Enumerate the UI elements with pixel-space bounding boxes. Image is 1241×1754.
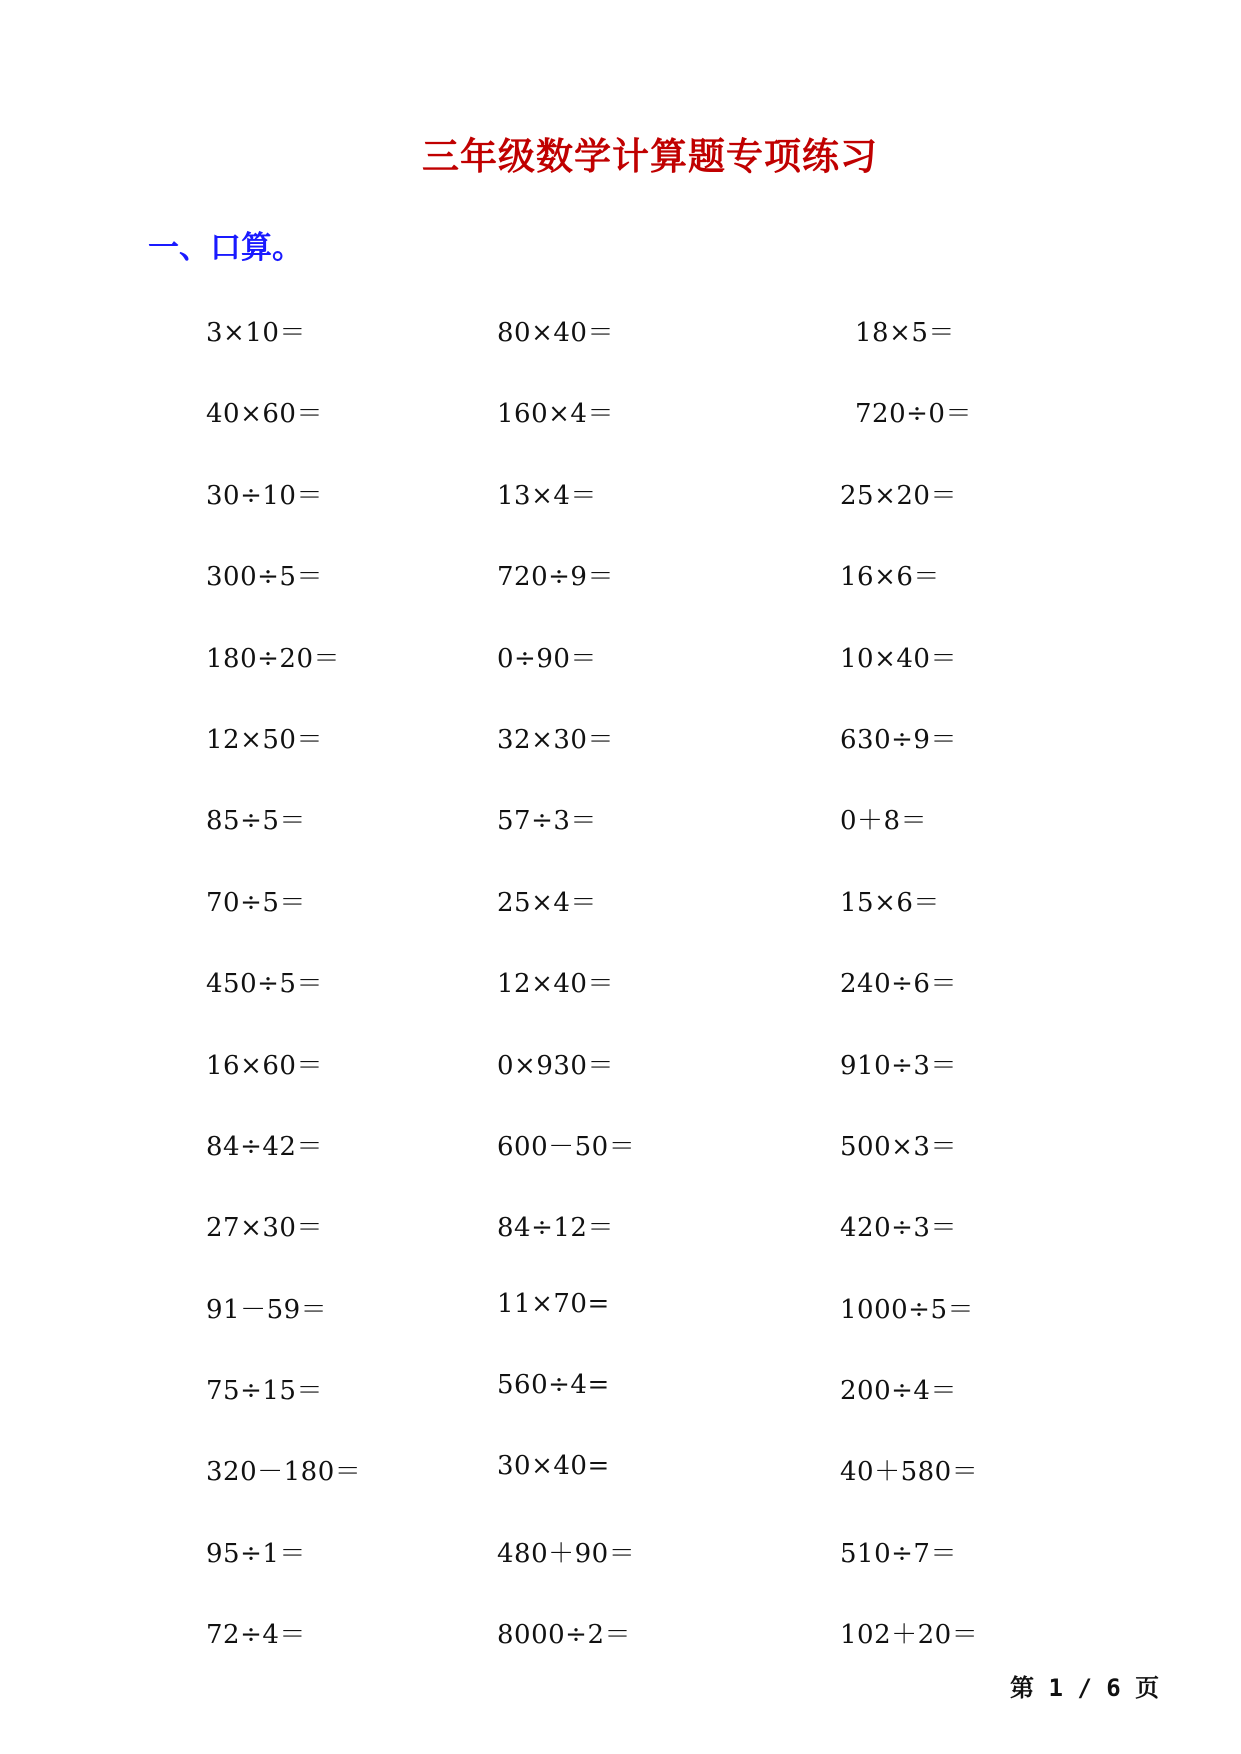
problem-row — [0, 1126, 1241, 1207]
problem-item: 85÷5＝ — [206, 806, 306, 837]
problem-item: 12×40＝ — [497, 969, 614, 1000]
problem-row — [0, 556, 1241, 637]
problem-item: 0＋8＝ — [840, 806, 928, 837]
problem-item: 102＋20＝ — [840, 1620, 979, 1651]
problem-item: 72÷4＝ — [206, 1620, 306, 1651]
problem-row — [0, 882, 1241, 963]
problem-item: 11×70= — [497, 1288, 610, 1319]
problem-item: 180÷20＝ — [206, 643, 340, 674]
section-heading: 一、口算。 — [148, 230, 303, 266]
problem-item: 16×60＝ — [206, 1050, 323, 1081]
problem-item: 91－59＝ — [206, 1294, 328, 1325]
problem-item: 30×40= — [497, 1451, 610, 1482]
problem-row — [0, 1533, 1241, 1614]
problem-item: 16×6＝ — [840, 562, 940, 593]
problem-row — [0, 1045, 1241, 1126]
problem-item: 560÷4= — [497, 1370, 610, 1401]
problem-item: 75÷15＝ — [206, 1376, 323, 1407]
problem-item: 1000÷5＝ — [840, 1294, 974, 1325]
problem-row — [0, 1289, 1241, 1370]
problem-row — [0, 475, 1241, 556]
problem-item: 27×30＝ — [206, 1213, 323, 1244]
page-title: 三年级数学计算题专项练习 — [422, 135, 878, 178]
problem-row — [0, 312, 1241, 393]
problem-item: 420÷3＝ — [840, 1213, 957, 1244]
problem-item: 57÷3＝ — [497, 806, 597, 837]
problem-row — [0, 963, 1241, 1044]
problem-item: 0×930＝ — [497, 1050, 614, 1081]
problem-item: 160×4＝ — [497, 399, 614, 430]
problem-item: 15×6＝ — [840, 887, 940, 918]
problem-item: 13×4＝ — [497, 480, 597, 511]
problem-item: 450÷5＝ — [206, 969, 323, 1000]
problem-row — [0, 800, 1241, 881]
problem-row — [0, 638, 1241, 719]
problem-item: 18×5＝ — [855, 318, 955, 348]
problem-item: 320－180＝ — [206, 1457, 362, 1488]
problem-item: 910÷3＝ — [840, 1050, 957, 1081]
problem-item: 32×30＝ — [497, 724, 614, 755]
problem-item: 12×50＝ — [206, 724, 323, 755]
problem-item: 70÷5＝ — [206, 887, 306, 918]
problem-item: 80×40＝ — [497, 318, 614, 348]
problem-item: 84÷42＝ — [206, 1131, 323, 1162]
problem-item: 25×4＝ — [497, 887, 597, 918]
problem-item: 0÷90＝ — [497, 643, 597, 674]
problem-item: 300÷5＝ — [206, 562, 323, 593]
problem-item: 3×10＝ — [206, 318, 306, 348]
problem-item: 40＋580＝ — [840, 1457, 979, 1488]
problem-item: 40×60＝ — [206, 399, 323, 430]
page-number: 第 1 / 6 页 — [1010, 1674, 1160, 1702]
problem-item: 600－50＝ — [497, 1131, 636, 1162]
problem-item: 240÷6＝ — [840, 969, 957, 1000]
problem-row — [0, 1370, 1241, 1451]
problem-row — [0, 1451, 1241, 1532]
problems-grid — [0, 312, 1241, 1696]
problem-item: 30÷10＝ — [206, 480, 323, 511]
problem-row — [0, 1207, 1241, 1288]
problem-item: 480＋90＝ — [497, 1538, 636, 1569]
problem-item: 510÷7＝ — [840, 1538, 957, 1569]
problem-item: 10×40＝ — [840, 643, 957, 674]
problem-item: 25×20＝ — [840, 480, 957, 511]
problem-item: 200÷4＝ — [840, 1376, 957, 1407]
problem-item: 84÷12＝ — [497, 1213, 614, 1244]
problem-item: 95÷1＝ — [206, 1538, 306, 1569]
problem-item: 8000÷2＝ — [497, 1620, 631, 1651]
problem-item: 500×3＝ — [840, 1131, 957, 1162]
problem-item: 720÷0＝ — [855, 399, 972, 430]
problem-item: 720÷9＝ — [497, 562, 614, 593]
problem-item: 630÷9＝ — [840, 724, 957, 755]
problem-row — [0, 393, 1241, 474]
problem-row — [0, 719, 1241, 800]
